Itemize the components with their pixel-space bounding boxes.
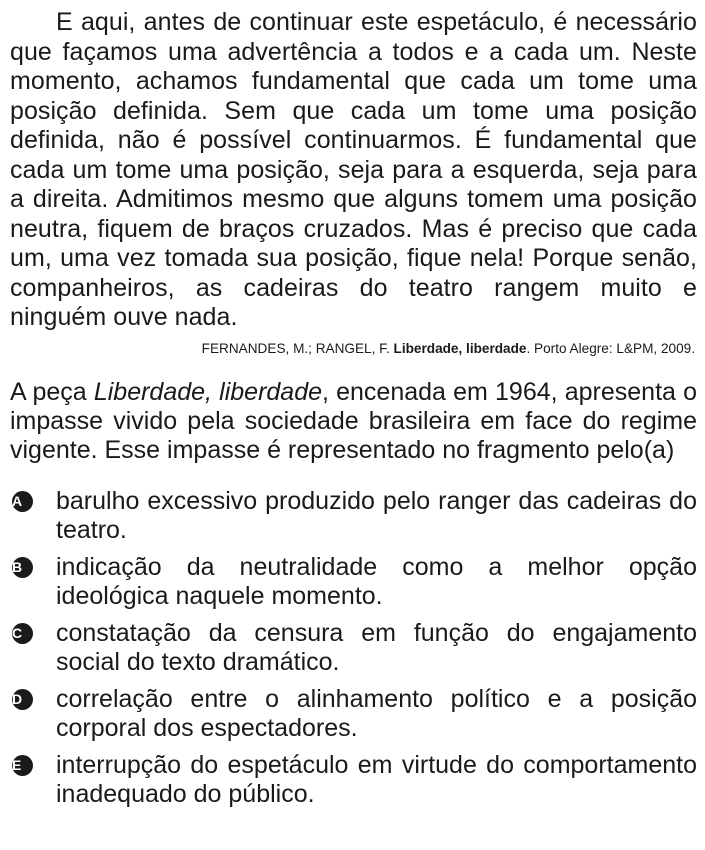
answer-options: [10, 487, 697, 809]
option-e-text: interrupção do espetáculo em virtude do comportamento inadequado do público.: [56, 750, 697, 808]
option-a-badge-icon: A: [12, 491, 33, 512]
passage-text: E aqui, antes de continuar este espetáculo, é necessário que façamos uma advertência a todos e a cada um. Neste momento, achamos fundamental que cada um tome uma posição definida. Sem que cada um tome uma posição definida, não é possível continuarmos. É fundamental que cada um tome uma posição, seja para a esquerda, seja para a direita. Admitimos mesmo que alguns tomem uma posição neutra, fiquem de braços cruzados. Mas é preciso que cada um, uma vez tomada sua posição, fique nela! Porque senão, companheiros, as cadeiras do teatro rangem muito e ninguém ouve nada.: [10, 8, 697, 331]
citation-title: Liberdade, liberdade: [393, 340, 527, 356]
option-b-text: indicação da neutralidade como a melhor opção ideológica naquele momento.: [56, 552, 697, 610]
option-d-badge-icon: D: [12, 689, 33, 710]
question-stem: [10, 378, 697, 465]
option-d-text: correlação entre o alinhamento político e a posição corporal dos espectadores.: [56, 684, 697, 742]
option-c-badge-icon: C: [12, 623, 33, 644]
citation: [10, 340, 697, 358]
option-b[interactable]: [10, 553, 697, 611]
question-play-title: Liberdade, liberdade: [93, 377, 323, 406]
option-d[interactable]: [10, 685, 697, 743]
option-c[interactable]: [10, 619, 697, 677]
question-before: A peça: [10, 377, 94, 406]
option-c-text: constatação da censura em função do engajamento social do texto dramático.: [56, 618, 697, 676]
option-a[interactable]: [10, 487, 697, 545]
option-a-text: barulho excessivo produzido pelo ranger das cadeiras do teatro.: [56, 486, 697, 544]
question-after: , encenada em 1964, apresenta o impasse vivido pela sociedade brasileira em face do regime vigente. Esse impasse é representado no fragmento pelo(a): [10, 377, 697, 464]
option-b-badge-icon: B: [12, 557, 33, 578]
citation-publisher: . Porto Alegre: L&PM, 2009.: [526, 340, 695, 356]
option-e[interactable]: [10, 751, 697, 809]
citation-authors: FERNANDES, M.; RANGEL, F.: [201, 340, 394, 356]
option-e-badge-icon: E: [12, 755, 33, 776]
